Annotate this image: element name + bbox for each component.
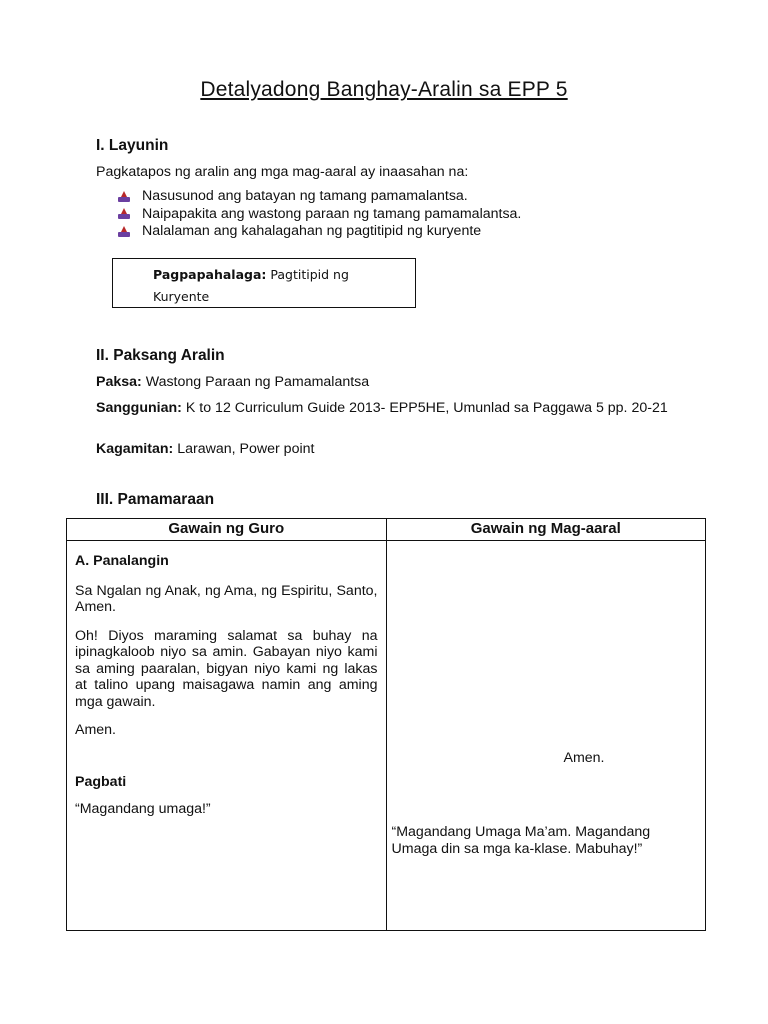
sanggunian-value: K to 12 Curriculum Guide 2013- EPP5HE, Umunlad sa Paggawa 5 pp. 20-21 xyxy=(185,400,668,416)
list-item: Nasusunod ang batayan ng tamang pamamalantsa. xyxy=(118,188,521,206)
arrow-up-icon xyxy=(118,226,130,238)
objectives-list xyxy=(118,188,521,241)
list-item: Naipapakita ang wastong paraan ng tamang pamamalantsa. xyxy=(118,206,521,224)
pagbati-heading: Pagbati xyxy=(75,773,127,790)
arrow-up-icon xyxy=(118,208,130,220)
student-greeting: “Magandang Umaga Ma’am. Magandang Umaga din sa mga ka-klase. Mabuhay!” xyxy=(391,824,651,857)
paksa-label: Paksa: xyxy=(96,374,142,390)
value-box xyxy=(112,258,416,308)
kagamitan-label: Kagamitan: xyxy=(96,441,174,457)
sanggunian-label: Sanggunian: xyxy=(96,400,182,416)
objectives-intro: Pagkatapos ng aralin ang mga mag-aaral ay inaasahan na: xyxy=(96,164,469,180)
section-heading-paksang-aralin: II. Paksang Aralin xyxy=(96,347,225,364)
kagamitan-line xyxy=(96,441,314,458)
value-text: Pagtitipid ng Kuryente xyxy=(153,267,349,304)
teacher-amen: Amen. xyxy=(75,722,117,738)
prayer-paragraph-1: Sa Ngalan ng Anak, ng Ama, ng Espiritu, Santo, Amen. xyxy=(75,582,378,615)
arrow-up-icon xyxy=(118,191,130,203)
section-heading-pamamaraan: III. Pamamaraan xyxy=(96,491,215,508)
section-heading-layunin: I. Layunin xyxy=(96,137,169,154)
teacher-greeting: “Magandang umaga!” xyxy=(75,801,211,817)
value-label: Pagpapahalaga: xyxy=(153,267,267,282)
kagamitan-value: Larawan, Power point xyxy=(177,441,315,457)
page-title: Detalyadong Banghay-Aralin sa EPP 5 xyxy=(200,78,568,101)
prayer-paragraph-2: Oh! Diyos maraming salamat sa buhay na ipinagkaloob niyo sa amin. Gabayan niyo kami sa aming paaralan, bigyan niyo kami ng lakas at talino upang maisagawa namin ang aming mga gawain. xyxy=(75,627,378,710)
student-amen: Amen. xyxy=(563,750,605,766)
paksa-line xyxy=(96,374,369,391)
column-header-student: Gawain ng Mag-aaral xyxy=(386,519,706,541)
column-header-teacher: Gawain ng Guro xyxy=(67,519,387,541)
panalangin-heading: A. Panalangin xyxy=(75,553,169,569)
sanggunian-line xyxy=(96,400,686,417)
procedure-table xyxy=(66,518,706,931)
list-item: Nalalaman ang kahalagahan ng pagtitipid ng kuryente xyxy=(118,223,521,241)
paksa-value: Wastong Paraan ng Pamamalantsa xyxy=(145,374,370,390)
teacher-cell xyxy=(67,541,387,931)
student-cell xyxy=(386,541,706,931)
